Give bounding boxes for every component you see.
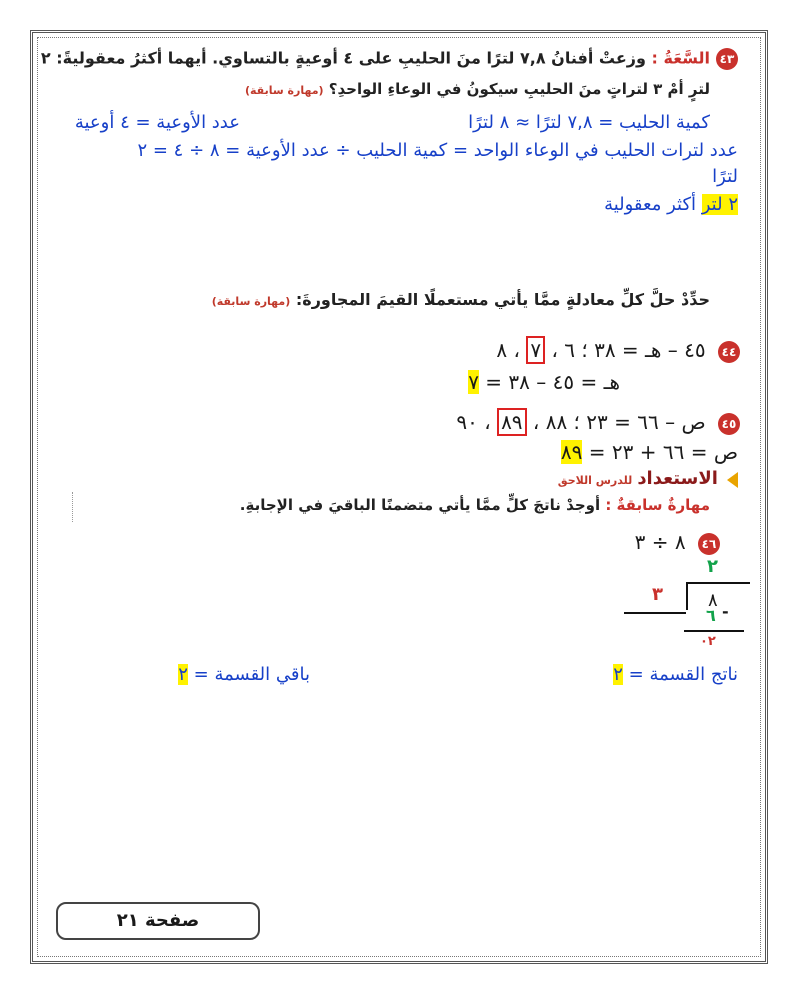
q44-eq-post: ، ٨ xyxy=(496,338,520,362)
page-number: صفحة ٢١ xyxy=(56,902,260,940)
readiness-header xyxy=(558,468,738,489)
q43-answer-unit: لترًا xyxy=(712,166,738,187)
q43-final-answer xyxy=(604,194,738,215)
q45-solution-value: ٨٩ xyxy=(560,440,583,464)
triangle-marker-icon xyxy=(727,472,738,488)
q45-eq-post: ، ٩٠ xyxy=(456,410,491,434)
equations-skill-tag: (مهارة سابقة) xyxy=(211,295,291,308)
division-subtract: ٦ xyxy=(706,606,716,625)
q43-text-2: لترٍ أمْ ٣ لتراتٍ منَ الحليبِ سيكونُ في الوعاءِ الواحدِ؟ xyxy=(328,80,710,98)
remainder-label: باقي القسمة = xyxy=(193,664,310,685)
quotient-result xyxy=(613,664,738,685)
q44-solution xyxy=(468,370,620,394)
q46-expression-text: ٨ ÷ ٣ xyxy=(634,530,686,554)
remainder-result xyxy=(178,664,310,685)
division-bar xyxy=(686,582,750,584)
division-dividend: ٨ xyxy=(708,590,718,611)
q43-line2 xyxy=(245,80,710,98)
quotient-label: ناتج القسمة = xyxy=(628,664,738,685)
q43-final-highlight: ٢ لتر xyxy=(701,194,738,215)
division-minus-sign: - xyxy=(722,602,729,621)
q44-solution-value: ٧ xyxy=(468,370,479,394)
q44-eq-pre: ٤٥ – هـ = ٣٨ ؛ ٦ ، xyxy=(551,338,706,362)
q45-equation xyxy=(456,410,740,435)
q43-final-rest: أكثر معقولية xyxy=(604,194,697,215)
equations-instruction xyxy=(212,290,710,309)
q45-solution-pre: ص = ٦٦ + ٢٣ = xyxy=(588,440,738,464)
q43-answer-containers: عدد الأوعية = ٤ أوعية xyxy=(74,112,240,133)
divisor-underline xyxy=(624,612,686,614)
division-quotient: ٢ xyxy=(707,556,718,577)
readiness-title: الاستعداد xyxy=(637,468,718,489)
q44-number-badge: ٤٤ xyxy=(718,341,740,363)
q44-solution-pre: هـ = ٤٥ – ٣٨ = xyxy=(485,370,620,394)
q43-keyword: السَّعَةُ : xyxy=(651,48,710,68)
q43-text-1: وزعتْ أفنانُ ٧,٨ لترًا منَ الحليبِ على ٤ أوعيةٍ بالتساوي. أيهما أكثرُ معقوليةً: ٢ xyxy=(40,48,646,68)
q46-expression xyxy=(635,530,720,555)
q43-number-badge: ٤٣ xyxy=(716,48,738,70)
q44-equation xyxy=(496,338,740,363)
division-remainder: ٠٢ xyxy=(700,634,716,649)
division-bracket xyxy=(686,582,688,610)
equations-instruction-text: حدِّدْ حلَّ كلِّ معادلةٍ ممَّا يأتي مستعملًا القيمَ المجاورةَ: xyxy=(295,290,710,309)
q43-line1 xyxy=(41,48,738,70)
readiness-instruction-text: أوجدْ ناتجَ كلٍّ ممَّا يأتي متضمنًا الباقيَ في الإجابةِ. xyxy=(239,496,601,514)
q45-number-badge: ٤٥ xyxy=(718,413,740,435)
q43-answer-milk: كمية الحليب = ٧,٨ لترًا ≈ ٨ لترًا xyxy=(468,112,710,133)
division-divisor: ٣ xyxy=(652,584,663,605)
division-subtract-line xyxy=(684,630,744,632)
q43-skill-tag: (مهارة سابقة) xyxy=(244,84,324,97)
remainder-value: ٢ xyxy=(178,664,188,685)
readiness-subtitle: للدرس اللاحق xyxy=(557,474,633,487)
q43-answer-equation: عدد لترات الحليب في الوعاء الواحد = كمية الحليب ÷ عدد الأوعية = ٨ ÷ ٤ = ٢ xyxy=(137,140,738,161)
q46-number-badge: ٤٦ xyxy=(698,533,720,555)
quotient-value: ٢ xyxy=(613,664,623,685)
readiness-skill-label: مهارةٌ سابقةٌ : xyxy=(605,496,710,514)
q45-eq-pre: ص – ٦٦ = ٢٣ ؛ ٨٨ ، xyxy=(532,410,706,434)
readiness-instruction xyxy=(240,496,710,514)
q44-boxed-answer: ٧ xyxy=(526,336,545,364)
q45-solution xyxy=(561,440,738,464)
q45-boxed-answer: ٨٩ xyxy=(497,408,526,436)
readiness-divider xyxy=(72,492,74,522)
